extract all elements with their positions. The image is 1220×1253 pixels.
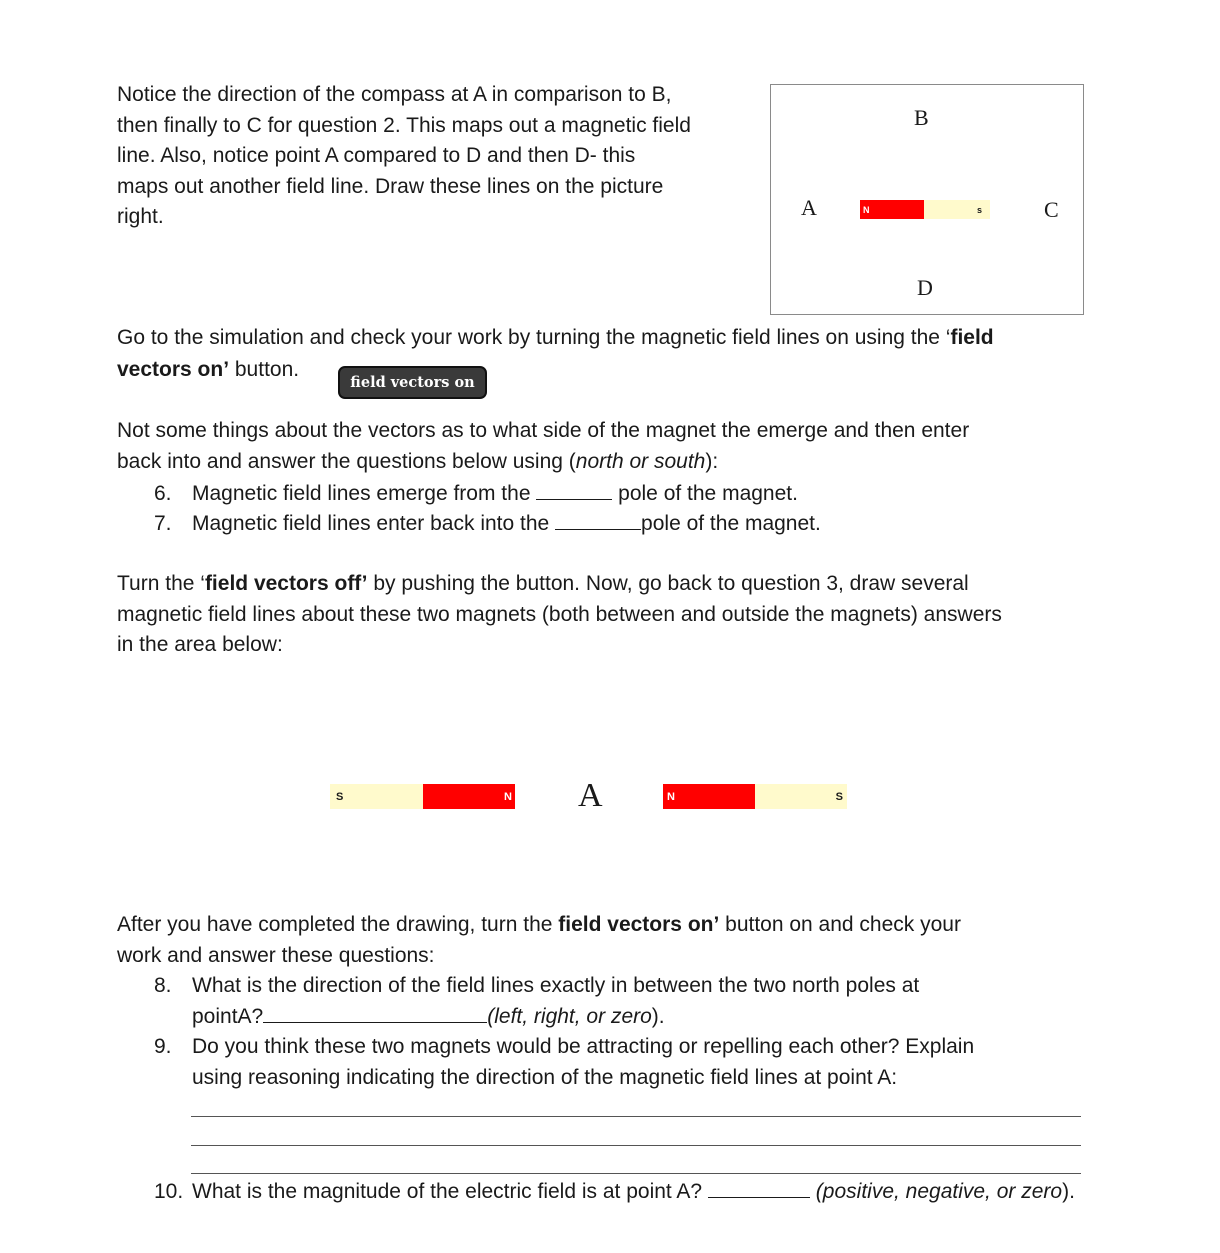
after-bold: field vectors on’ <box>558 913 720 936</box>
intro-paragraph <box>117 80 757 233</box>
check-text: Go to the simulation and check your work by turning the magnetic field lines on using the ‘ <box>117 326 951 349</box>
question-number: 10. <box>154 1180 184 1203</box>
notes-paragraph <box>117 416 1117 477</box>
question-text-end: ). <box>1062 1180 1075 1203</box>
turn-off-paragraph <box>117 569 1117 661</box>
question-text: Magnetic field lines enter back into the <box>192 512 556 535</box>
question-text-end: pole of the magnet. <box>612 482 798 505</box>
question-6 <box>154 479 798 506</box>
notes-line-2 <box>117 447 1117 478</box>
left-north-label: N <box>504 790 512 803</box>
question-8-line-1 <box>154 971 1114 1002</box>
after-line-2: work and answer these questions: <box>117 943 435 967</box>
notes-text-end: ): <box>705 449 719 473</box>
question-text-end: ). <box>651 1004 665 1028</box>
turn-off-text-end: by pushing the button. Now, go back to question 3, draw several <box>367 572 969 595</box>
question-9-line-1 <box>154 1032 1114 1063</box>
intro-line: line. Also, notice point A compared to D and then D- this <box>117 144 636 167</box>
point-c-label: C <box>1044 197 1059 222</box>
right-south-label: S <box>835 790 843 803</box>
point-d-label: D <box>917 275 933 300</box>
field-vectors-on-button[interactable] <box>338 366 487 399</box>
question-text-end: pole of the magnet. <box>641 512 821 535</box>
question-number: 9. <box>154 1035 172 1058</box>
after-paragraph <box>117 910 1117 971</box>
question-number: 8. <box>154 974 172 997</box>
question-text: What is the magnitude of the electric field is at point A? <box>192 1180 708 1203</box>
question-text: What is the direction of the field lines exactly in between the two north poles at <box>192 974 920 997</box>
magnet-figure <box>770 84 1084 315</box>
question-text: Magnetic field lines emerge from the <box>192 482 537 505</box>
left-magnet-south-pole <box>330 784 423 809</box>
answer-blank[interactable] <box>555 509 641 530</box>
notes-line: Not some things about the vectors as to what side of the magnet the emerge and then enter <box>117 419 970 442</box>
question-8-line-2 <box>154 1002 1114 1033</box>
answer-blank[interactable] <box>708 1177 810 1198</box>
point-b-label: B <box>914 105 929 130</box>
answer-line[interactable] <box>191 1173 1081 1174</box>
right-magnet-south-pole <box>755 784 847 809</box>
check-bold: field <box>950 326 994 349</box>
magnet-north-pole <box>860 200 924 219</box>
intro-line: Notice the direction of the compass at A in comparison to B, <box>117 83 672 106</box>
turn-off-line-2: magnetic field lines about these two magnets (both between and outside the magnets) answers <box>117 602 1002 626</box>
right-north-label: N <box>667 790 675 803</box>
after-text: After you have completed the drawing, turn the <box>117 913 559 936</box>
turn-off-line-3: in the area below: <box>117 633 283 656</box>
turn-off-text: Turn the ‘ <box>117 572 205 595</box>
south-pole-label: s <box>976 204 982 215</box>
right-bar-magnet <box>663 784 847 809</box>
question-text: pointA? <box>192 1004 264 1028</box>
question-text: using reasoning indicating the direction of the magnetic field lines at point A: <box>192 1065 898 1089</box>
after-text-end: button on and check your <box>719 913 961 936</box>
north-pole-label: N <box>863 204 870 215</box>
question-9-line-2 <box>154 1063 1114 1094</box>
question-number: 7. <box>154 512 172 535</box>
intro-line: right. <box>117 205 164 228</box>
point-a-marker: A <box>578 777 603 814</box>
turn-off-bold: field vectors off’ <box>204 572 368 595</box>
check-line-2 <box>117 358 299 382</box>
question-7 <box>154 509 821 536</box>
intro-line: then finally to C for question 2. This maps out a magnetic field <box>117 113 691 137</box>
right-magnet-north-pole <box>663 784 755 809</box>
question-options: (positive, negative, or zero <box>815 1180 1063 1203</box>
answer-line[interactable] <box>191 1116 1081 1117</box>
intro-line: maps out another field line. Draw these lines on the picture <box>117 174 664 198</box>
answer-line[interactable] <box>191 1145 1081 1146</box>
question-options: (left, right, or zero <box>487 1004 652 1028</box>
question-text: Do you think these two magnets would be attracting or repelling each other? Explain <box>192 1035 975 1058</box>
check-line-1 <box>117 326 1117 350</box>
left-bar-magnet <box>330 784 515 809</box>
check-bold-2: vectors on’ <box>117 358 230 381</box>
question-number: 6. <box>154 482 172 505</box>
check-text-2: button. <box>229 358 300 381</box>
question-10 <box>154 1177 1114 1204</box>
notes-italic: north or south <box>575 449 706 473</box>
after-line-1 <box>117 910 1117 941</box>
point-a-label: A <box>801 195 817 220</box>
answer-blank[interactable] <box>263 1002 487 1023</box>
question-9 <box>154 1032 1114 1093</box>
left-magnet-north-pole <box>423 784 515 809</box>
answer-blank[interactable] <box>536 479 612 500</box>
notes-text: back into and answer the questions below using ( <box>117 449 576 473</box>
field-vectors-button-label: field vectors on <box>350 374 475 391</box>
turn-off-line-1 <box>117 569 1117 600</box>
bar-magnet <box>860 200 990 219</box>
left-south-label: S <box>336 790 344 803</box>
magnet-south-pole <box>924 200 990 219</box>
question-8 <box>154 971 1114 1032</box>
